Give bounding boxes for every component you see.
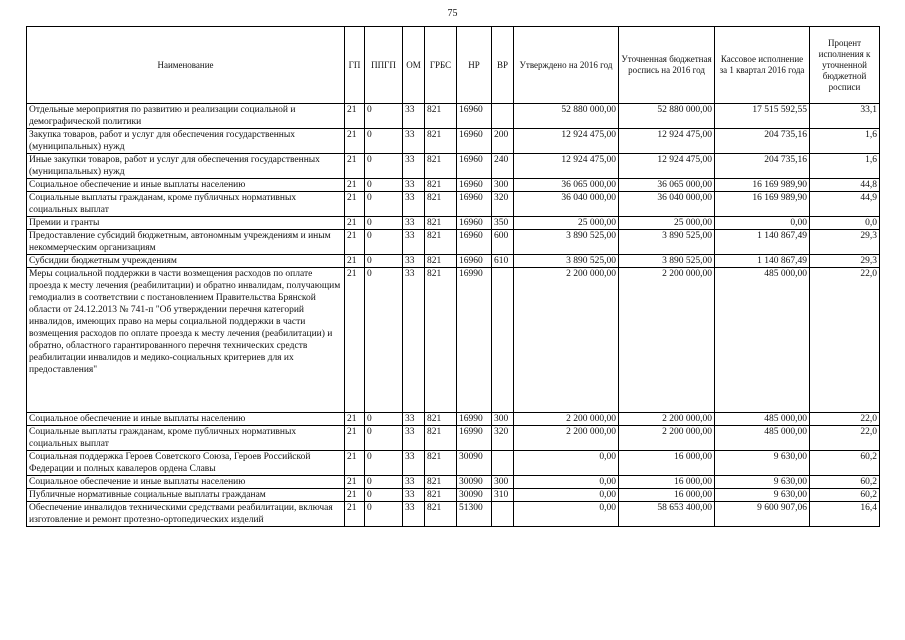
cell-approved: 12 924 475,00 — [514, 129, 619, 154]
cell-refined: 58 653 400,00 — [619, 502, 715, 527]
cell-gp: 21 — [345, 230, 365, 255]
cell-gp: 21 — [345, 451, 365, 476]
cell-name: Социальная поддержка Героев Советского Союза, Героев Российской Федерации и полных кавалеров ордена Славы — [27, 451, 345, 476]
cell-percent: 22,0 — [810, 426, 880, 451]
cell-ppgp: 0 — [365, 217, 403, 230]
cell-np: 51300 — [457, 502, 492, 527]
cell-om: 33 — [403, 502, 425, 527]
cell-vr: 240 — [492, 154, 514, 179]
cell-gp: 21 — [345, 426, 365, 451]
cell-np: 16990 — [457, 268, 492, 413]
cell-approved: 25 000,00 — [514, 217, 619, 230]
cell-approved: 12 924 475,00 — [514, 154, 619, 179]
cell-grbs: 821 — [425, 413, 457, 426]
cell-grbs: 821 — [425, 426, 457, 451]
cell-gp: 21 — [345, 179, 365, 192]
cell-om: 33 — [403, 129, 425, 154]
cell-np: 16960 — [457, 230, 492, 255]
table-row — [27, 129, 880, 154]
cell-vr: 350 — [492, 217, 514, 230]
table-row — [27, 104, 880, 129]
cell-vr — [492, 268, 514, 413]
cell-name: Социальные выплаты гражданам, кроме публичных нормативных социальных выплат — [27, 426, 345, 451]
cell-cash: 485 000,00 — [715, 426, 810, 451]
cell-grbs: 821 — [425, 129, 457, 154]
table-row — [27, 154, 880, 179]
cell-gp: 21 — [345, 129, 365, 154]
cell-ppgp: 0 — [365, 179, 403, 192]
cell-gp: 21 — [345, 192, 365, 217]
cell-grbs: 821 — [425, 154, 457, 179]
cell-percent: 22,0 — [810, 268, 880, 413]
header-percent: Процент исполнения к уточненной бюджетной росписи — [810, 27, 880, 104]
cell-cash: 9 630,00 — [715, 451, 810, 476]
cell-percent: 60,2 — [810, 489, 880, 502]
cell-cash: 1 140 867,49 — [715, 255, 810, 268]
cell-name: Публичные нормативные социальные выплаты гражданам — [27, 489, 345, 502]
cell-refined: 16 000,00 — [619, 489, 715, 502]
cell-name: Социальное обеспечение и иные выплаты населению — [27, 413, 345, 426]
cell-om: 33 — [403, 179, 425, 192]
cell-cash: 16 169 989,90 — [715, 179, 810, 192]
cell-np: 16960 — [457, 129, 492, 154]
cell-om: 33 — [403, 192, 425, 217]
cell-percent: 16,4 — [810, 502, 880, 527]
cell-percent: 60,2 — [810, 451, 880, 476]
cell-percent: 44,9 — [810, 192, 880, 217]
header-name: Наименование — [27, 27, 345, 104]
cell-approved: 0,00 — [514, 451, 619, 476]
cell-np: 16960 — [457, 217, 492, 230]
header-row — [27, 27, 880, 104]
cell-cash: 1 140 867,49 — [715, 230, 810, 255]
cell-np: 30090 — [457, 451, 492, 476]
cell-om: 33 — [403, 489, 425, 502]
cell-approved: 52 880 000,00 — [514, 104, 619, 129]
cell-name: Социальные выплаты гражданам, кроме публичных нормативных социальных выплат — [27, 192, 345, 217]
cell-gp: 21 — [345, 104, 365, 129]
cell-gp: 21 — [345, 489, 365, 502]
cell-cash: 9 600 907,06 — [715, 502, 810, 527]
cell-grbs: 821 — [425, 502, 457, 527]
cell-ppgp: 0 — [365, 255, 403, 268]
cell-om: 33 — [403, 230, 425, 255]
cell-ppgp: 0 — [365, 489, 403, 502]
cell-approved: 2 200 000,00 — [514, 426, 619, 451]
cell-om: 33 — [403, 476, 425, 489]
cell-cash: 9 630,00 — [715, 489, 810, 502]
header-cash: Кассовое исполнение за 1 квартал 2016 года — [715, 27, 810, 104]
cell-vr: 320 — [492, 192, 514, 217]
header-ppgp: ППГП — [365, 27, 403, 104]
cell-vr: 310 — [492, 489, 514, 502]
cell-approved: 3 890 525,00 — [514, 255, 619, 268]
cell-approved: 2 200 000,00 — [514, 268, 619, 413]
table-row — [27, 451, 880, 476]
cell-ppgp: 0 — [365, 451, 403, 476]
cell-percent: 60,2 — [810, 476, 880, 489]
table-row — [27, 502, 880, 527]
cell-name: Закупка товаров, работ и услуг для обеспечения государственных (муниципальных) нужд — [27, 129, 345, 154]
cell-om: 33 — [403, 217, 425, 230]
cell-vr: 200 — [492, 129, 514, 154]
cell-np: 16990 — [457, 426, 492, 451]
cell-refined: 3 890 525,00 — [619, 230, 715, 255]
cell-name: Предоставление субсидий бюджетным, автономным учреждениям и иным некоммерческим организациям — [27, 230, 345, 255]
cell-approved: 0,00 — [514, 489, 619, 502]
cell-om: 33 — [403, 451, 425, 476]
cell-name: Иные закупки товаров, работ и услуг для обеспечения государственных (муниципальных) нужд — [27, 154, 345, 179]
header-vr: ВР — [492, 27, 514, 104]
cell-refined: 12 924 475,00 — [619, 129, 715, 154]
cell-ppgp: 0 — [365, 413, 403, 426]
cell-np: 16990 — [457, 413, 492, 426]
budget-table — [26, 26, 880, 527]
cell-percent: 22,0 — [810, 413, 880, 426]
cell-refined: 16 000,00 — [619, 451, 715, 476]
cell-name: Социальное обеспечение и иные выплаты населению — [27, 179, 345, 192]
cell-np: 30090 — [457, 476, 492, 489]
cell-om: 33 — [403, 413, 425, 426]
cell-name: Социальное обеспечение и иные выплаты населению — [27, 476, 345, 489]
cell-refined: 52 880 000,00 — [619, 104, 715, 129]
cell-refined: 16 000,00 — [619, 476, 715, 489]
cell-approved: 3 890 525,00 — [514, 230, 619, 255]
cell-cash: 17 515 592,55 — [715, 104, 810, 129]
table-row — [27, 268, 880, 413]
cell-cash: 204 735,16 — [715, 154, 810, 179]
cell-vr: 320 — [492, 426, 514, 451]
cell-gp: 21 — [345, 476, 365, 489]
page-number: 75 — [447, 8, 458, 19]
header-refined: Уточненная бюджетная роспись на 2016 год — [619, 27, 715, 104]
cell-ppgp: 0 — [365, 268, 403, 413]
cell-refined: 2 200 000,00 — [619, 268, 715, 413]
header-np: НР — [457, 27, 492, 104]
table-row — [27, 179, 880, 192]
cell-ppgp: 0 — [365, 129, 403, 154]
cell-vr: 300 — [492, 476, 514, 489]
cell-grbs: 821 — [425, 489, 457, 502]
table-row — [27, 255, 880, 268]
cell-om: 33 — [403, 268, 425, 413]
cell-refined: 3 890 525,00 — [619, 255, 715, 268]
cell-approved: 36 065 000,00 — [514, 179, 619, 192]
cell-gp: 21 — [345, 255, 365, 268]
cell-refined: 36 065 000,00 — [619, 179, 715, 192]
table-row — [27, 489, 880, 502]
cell-vr — [492, 502, 514, 527]
cell-refined: 2 200 000,00 — [619, 426, 715, 451]
cell-cash: 9 630,00 — [715, 476, 810, 489]
cell-grbs: 821 — [425, 179, 457, 192]
cell-ppgp: 0 — [365, 104, 403, 129]
cell-gp: 21 — [345, 502, 365, 527]
cell-ppgp: 0 — [365, 502, 403, 527]
cell-grbs: 821 — [425, 268, 457, 413]
header-approved: Утверждено на 2016 год — [514, 27, 619, 104]
cell-np: 30090 — [457, 489, 492, 502]
cell-name: Меры социальной поддержки в части возмещения расходов по оплате проезда к месту лечения (реабилитации) и обратно инвалидам, получающим гемодиализ в соответствии с постановлением Правительства Брянской области от 24.12.2013 № 741-п "Об утверждении перечня категорий инвалидов, имеющих право на меры социальной поддержки в части возмещения расходов по оплате проезда к месту лечения (реабилитации) и обратно, областного гарантированного перечня технических средств реабилитации инвалидов и медико-социальных критериев для их предоставления" — [27, 268, 345, 413]
cell-refined: 2 200 000,00 — [619, 413, 715, 426]
cell-ppgp: 0 — [365, 230, 403, 255]
cell-vr: 300 — [492, 413, 514, 426]
cell-percent: 1,6 — [810, 154, 880, 179]
cell-grbs: 821 — [425, 476, 457, 489]
cell-name: Субсидии бюджетным учреждениям — [27, 255, 345, 268]
cell-ppgp: 0 — [365, 192, 403, 217]
cell-vr: 300 — [492, 179, 514, 192]
cell-ppgp: 0 — [365, 154, 403, 179]
cell-gp: 21 — [345, 413, 365, 426]
cell-np: 16960 — [457, 179, 492, 192]
header-gp: ГП — [345, 27, 365, 104]
cell-grbs: 821 — [425, 451, 457, 476]
cell-om: 33 — [403, 154, 425, 179]
table-row — [27, 413, 880, 426]
cell-vr — [492, 451, 514, 476]
cell-name: Премии и гранты — [27, 217, 345, 230]
cell-grbs: 821 — [425, 230, 457, 255]
cell-gp: 21 — [345, 154, 365, 179]
cell-cash: 485 000,00 — [715, 268, 810, 413]
cell-approved: 0,00 — [514, 502, 619, 527]
cell-om: 33 — [403, 255, 425, 268]
cell-refined: 25 000,00 — [619, 217, 715, 230]
cell-approved: 36 040 000,00 — [514, 192, 619, 217]
cell-om: 33 — [403, 104, 425, 129]
cell-percent: 0,0 — [810, 217, 880, 230]
cell-ppgp: 0 — [365, 476, 403, 489]
cell-vr: 610 — [492, 255, 514, 268]
header-om: ОМ — [403, 27, 425, 104]
cell-np: 16960 — [457, 154, 492, 179]
cell-vr — [492, 104, 514, 129]
cell-cash: 485 000,00 — [715, 413, 810, 426]
cell-grbs: 821 — [425, 217, 457, 230]
cell-refined: 12 924 475,00 — [619, 154, 715, 179]
header-grbs: ГРБС — [425, 27, 457, 104]
table-row — [27, 476, 880, 489]
cell-name: Отдельные мероприятия по развитию и реализации социальной и демографической политики — [27, 104, 345, 129]
cell-grbs: 821 — [425, 192, 457, 217]
cell-gp: 21 — [345, 268, 365, 413]
cell-np: 16960 — [457, 255, 492, 268]
cell-cash: 204 735,16 — [715, 129, 810, 154]
cell-grbs: 821 — [425, 255, 457, 268]
table-row — [27, 217, 880, 230]
cell-percent: 44,8 — [810, 179, 880, 192]
cell-percent: 33,1 — [810, 104, 880, 129]
cell-approved: 0,00 — [514, 476, 619, 489]
cell-np: 16960 — [457, 192, 492, 217]
cell-percent: 1,6 — [810, 129, 880, 154]
cell-approved: 2 200 000,00 — [514, 413, 619, 426]
table-row — [27, 230, 880, 255]
cell-cash: 16 169 989,90 — [715, 192, 810, 217]
cell-name: Обеспечение инвалидов техническими средствами реабилитации, включая изготовление и ремонт протезно-ортопедических изделий — [27, 502, 345, 527]
cell-percent: 29,3 — [810, 255, 880, 268]
table-row — [27, 192, 880, 217]
cell-percent: 29,3 — [810, 230, 880, 255]
table-row — [27, 426, 880, 451]
cell-gp: 21 — [345, 217, 365, 230]
cell-ppgp: 0 — [365, 426, 403, 451]
cell-grbs: 821 — [425, 104, 457, 129]
cell-refined: 36 040 000,00 — [619, 192, 715, 217]
cell-om: 33 — [403, 426, 425, 451]
cell-vr: 600 — [492, 230, 514, 255]
cell-cash: 0,00 — [715, 217, 810, 230]
cell-np: 16960 — [457, 104, 492, 129]
